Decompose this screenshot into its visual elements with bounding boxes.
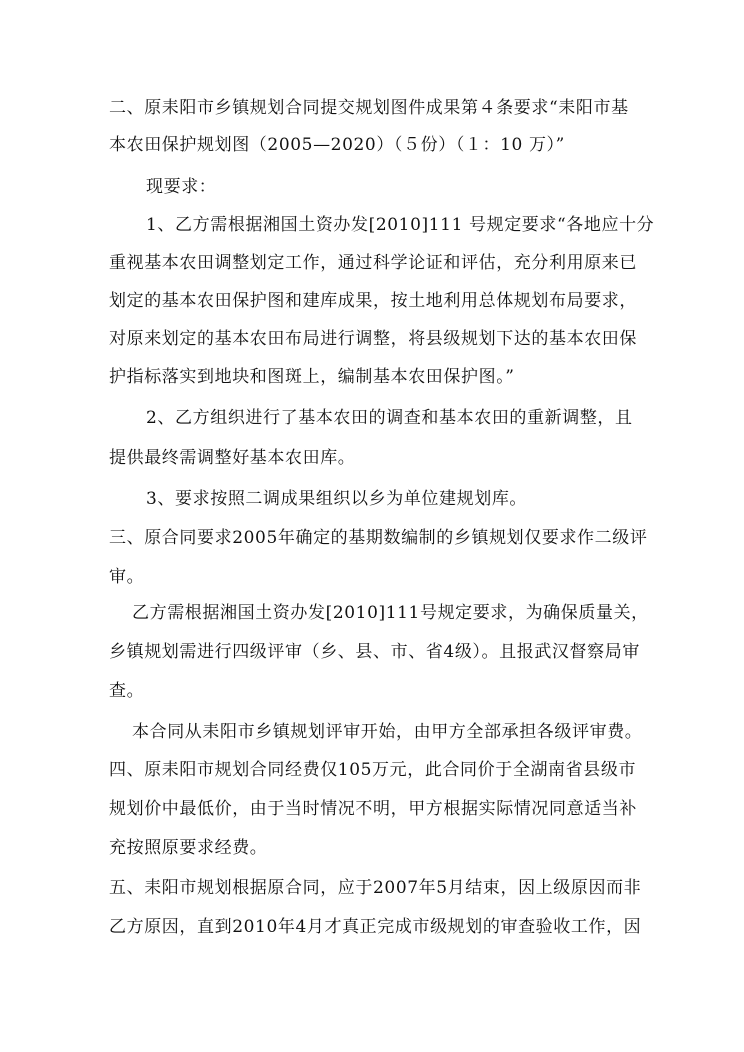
requirement-2-line-1: 2、乙方组织进行了基本农田的调查和基本农田的重新调整，且 — [146, 408, 633, 428]
requirement-3: 3、要求按照二调成果组织以乡为单位建规划库。 — [146, 489, 528, 509]
requirement-1-line-2: 重视基本农田调整划定工作，通过科学论证和评估，充分利用原来已 — [109, 253, 637, 273]
requirement-1-line-3: 划定的基本农田保护图和建库成果，按土地利用总体规划布局要求， — [109, 291, 637, 311]
section-two-heading: 二、原耒阳市乡镇规划合同提交规划图件成果第４条要求“耒阳市基 — [109, 98, 629, 118]
requirement-1-line-1: 1、乙方需根据湘国土资办发[2010]111 号规定要求“各地应十分 — [146, 215, 655, 235]
section-three-heading: 三、原合同要求2005年确定的基期数编制的乡镇规划仅要求作二级评 — [109, 528, 648, 548]
section-three-para-line-1: 乙方需根据湘国土资办发[2010]111号规定要求，为确保质量关， — [132, 603, 649, 623]
section-five-line-2: 乙方原因，直到2010年4月才真正完成市级规划的审查验收工作，因 — [109, 917, 642, 937]
section-three-para-line-2: 乡镇规划需进行四级评审（乡、县、市、省4级）。且报武汉督察局审 — [109, 642, 640, 662]
section-five-heading: 五、耒阳市规划根据原合同，应于2007年5月结束，因上级原因而非 — [109, 878, 642, 898]
section-four-line-2: 规划价中最低价，由于当时情况不明，甲方根据实际情况同意适当补 — [109, 799, 637, 819]
requirements-label: 现要求： — [146, 177, 217, 197]
review-fee-paragraph: 本合同从耒阳市乡镇规划评审开始，由甲方全部承担各级评审费。 — [132, 722, 643, 742]
requirement-2-line-2: 提供最终需调整好基本农田库。 — [109, 448, 356, 468]
requirement-1-line-5: 护指标落实到地块和图斑上，编制基本农田保护图。” — [109, 367, 515, 387]
section-three-para-line-3: 查。 — [109, 681, 145, 701]
requirement-1-line-4: 对原来划定的基本农田布局进行调整，将县级规划下达的基本农田保 — [109, 329, 637, 349]
section-four-line-3: 充按照原要求经费。 — [109, 838, 268, 858]
section-three-heading-cont: 审。 — [109, 567, 145, 587]
section-four-heading: 四、原耒阳市规划合同经费仅105万元，此合同价于全湖南省县级市 — [109, 760, 637, 780]
section-two-heading-cont: 本农田保护规划图（2005—2020）（５份）（１：10 万）” — [109, 135, 565, 155]
